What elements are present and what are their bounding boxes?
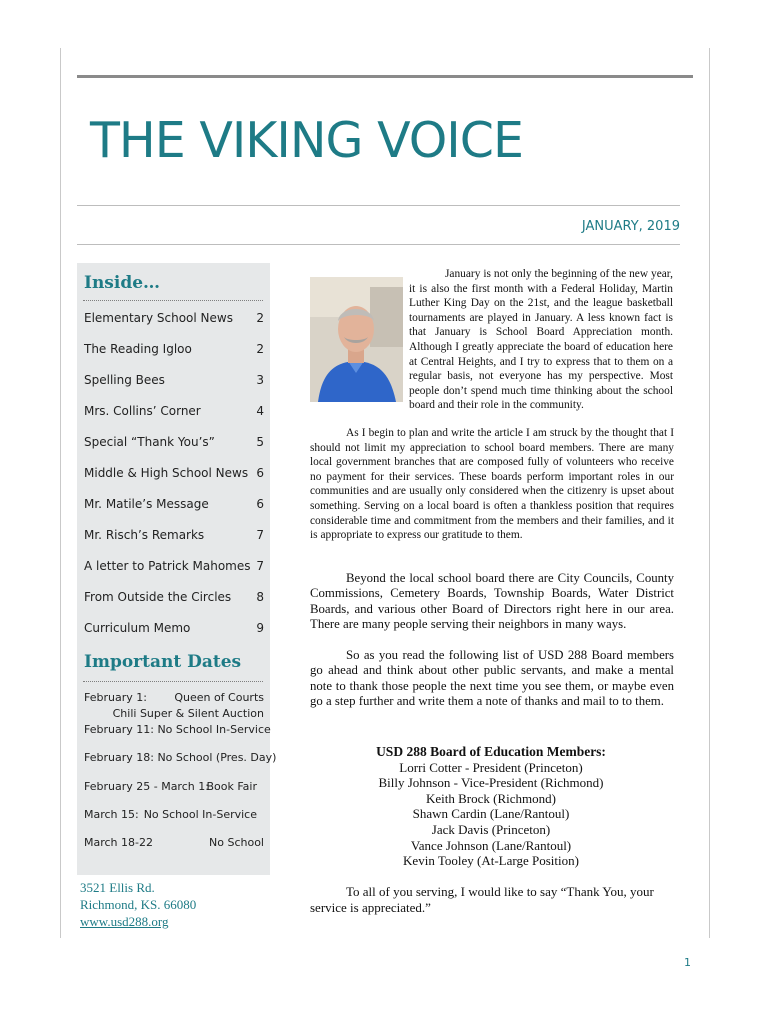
board-member: Vance Johnson (Lane/Rantoul) (410, 837, 572, 853)
board-member: Keith Brock (Richmond) (426, 790, 556, 806)
toc-page: 6 (256, 497, 264, 511)
toc-page: 4 (256, 404, 264, 418)
date-when: March 18-22 (84, 836, 153, 849)
toc-row[interactable] (84, 590, 264, 604)
article-paragraph-4: So as you read the following list of USD 288 Board members go ahead and think about other public servants, and make a mental note to thank those people the next time you see them, or maybe even go a step further and write them a note of thanks and mail to to them. (310, 648, 674, 709)
board-members-list (310, 744, 672, 869)
date-row (84, 691, 264, 704)
date-when: February 11: (84, 723, 154, 736)
issue-date: JANUARY, 2019 (581, 219, 680, 234)
article-paragraph-3: Beyond the local school board there are City Councils, County Commissions, Cemetery Boards, Township Boards, Water District Boards, and various other Board of Directors right here in our area. There are many people serving their neighbors in many ways. (310, 571, 674, 632)
date-event: Chili Super & Silent Auction (112, 707, 264, 720)
date-row (84, 723, 271, 736)
toc-label: Mr. Matile’s Message (84, 497, 209, 511)
board-member: Jack Davis (Princeton) (431, 821, 551, 837)
inside-dotted-rule (83, 300, 263, 301)
toc-page: 2 (256, 342, 264, 356)
toc-label: A letter to Patrick Mahomes (84, 559, 251, 573)
address-street: 3521 Ellis Rd. (80, 880, 155, 895)
toc-label: From Outside the Circles (84, 590, 232, 604)
superintendent-photo (310, 277, 403, 402)
date-when: February 1: (84, 691, 147, 704)
board-member: Shawn Cardin (Lane/Rantoul) (412, 806, 570, 822)
toc-label: Mrs. Collins’ Corner (84, 404, 201, 418)
toc-row[interactable] (84, 342, 264, 356)
date-divider (77, 244, 680, 245)
toc-row[interactable] (84, 559, 264, 573)
sidebar (77, 263, 277, 875)
date-event: No School (Pres. Day) (157, 751, 277, 764)
toc-label: Spelling Bees (84, 373, 165, 387)
board-member: Billy Johnson - Vice-President (Richmond) (378, 775, 604, 791)
toc-page: 7 (256, 559, 264, 573)
right-margin-line (709, 48, 710, 938)
toc-page: 6 (256, 466, 264, 480)
toc-label: The Reading Igloo (84, 342, 192, 356)
toc-label: Special “Thank You’s” (84, 435, 215, 449)
date-row (84, 780, 264, 793)
page-number: 1 (684, 956, 691, 969)
toc-page: 8 (256, 590, 264, 604)
board-member: Lorri Cotter - President (Princeton) (399, 759, 583, 775)
toc-label: Mr. Risch’s Remarks (84, 528, 205, 542)
website-link[interactable]: www.usd288.org (80, 914, 169, 929)
toc-label: Curriculum Memo (84, 621, 191, 635)
toc-row[interactable] (84, 466, 264, 480)
title-divider (77, 205, 680, 206)
date-event: No School (209, 836, 264, 849)
dates-dotted-rule (83, 681, 263, 682)
board-member: Kevin Tooley (At-Large Position) (403, 853, 579, 869)
toc-page: 3 (256, 373, 264, 387)
top-rule (77, 75, 693, 78)
newsletter-title: THE VIKING VOICE (90, 112, 523, 169)
date-when: February 18: (84, 751, 154, 764)
inside-heading: Inside… (84, 273, 161, 293)
toc-row[interactable] (84, 373, 264, 387)
important-dates-heading: Important Dates (84, 652, 242, 672)
left-margin-line (60, 48, 61, 938)
date-event: No School In-Service (157, 723, 271, 736)
toc-row[interactable] (84, 311, 264, 325)
toc-row[interactable] (84, 404, 264, 418)
toc-row[interactable] (84, 621, 264, 635)
address-city: Richmond, KS. 66080 (80, 897, 197, 912)
date-event: Book Fair (206, 780, 257, 793)
date-row (84, 836, 264, 849)
date-when: February 25 - March 1: (84, 780, 209, 793)
toc-row[interactable] (84, 528, 264, 542)
toc-page: 5 (256, 435, 264, 449)
date-when: March 15: (84, 808, 139, 821)
board-heading: USD 288 Board of Education Members: (376, 744, 606, 759)
date-line (77, 217, 680, 235)
article-paragraph-1: January is not only the beginning of the new year, it is also the first month with a Federal Holiday, Martin Luther King Day on the 21st, and the league basketball tournaments are played in January. A less known fact is that January is School Board Appreciation month. Although I greatly appreciate the board of education here at Central Heights, and I try to express that to them on a regular basis, not everyone has my perspective. Most people don’t spend much time thinking about the school board and their role in the community. (409, 268, 673, 412)
toc-page: 9 (256, 621, 264, 635)
date-row (84, 751, 277, 764)
toc-label: Elementary School News (84, 311, 233, 325)
date-row (84, 808, 264, 821)
toc-label: Middle & High School News (84, 466, 249, 480)
date-event: No School In-Service (143, 808, 257, 821)
closing-paragraph: To all of you serving, I would like to say “Thank You, your service is appreciated.” (310, 884, 654, 915)
date-event: Queen of Courts (174, 691, 264, 704)
toc-page: 7 (256, 528, 264, 542)
article-paragraph-2: As I begin to plan and write the article I am struck by the thought that I should not limit my appreciation to school board members. There are many local government branches that are composed fully of volunteers who receive no payment for their services. These boards perform important roles in our communities and are usually only considered when the citizenry is upset about something. Serving on a local board is often a thankless position that requires considerable time and commitment from the members and their families, and it is appropriate to express our gratitude to them. (310, 427, 674, 542)
toc-page: 2 (256, 311, 264, 325)
toc-row[interactable] (84, 497, 264, 511)
toc-row[interactable] (84, 435, 264, 449)
